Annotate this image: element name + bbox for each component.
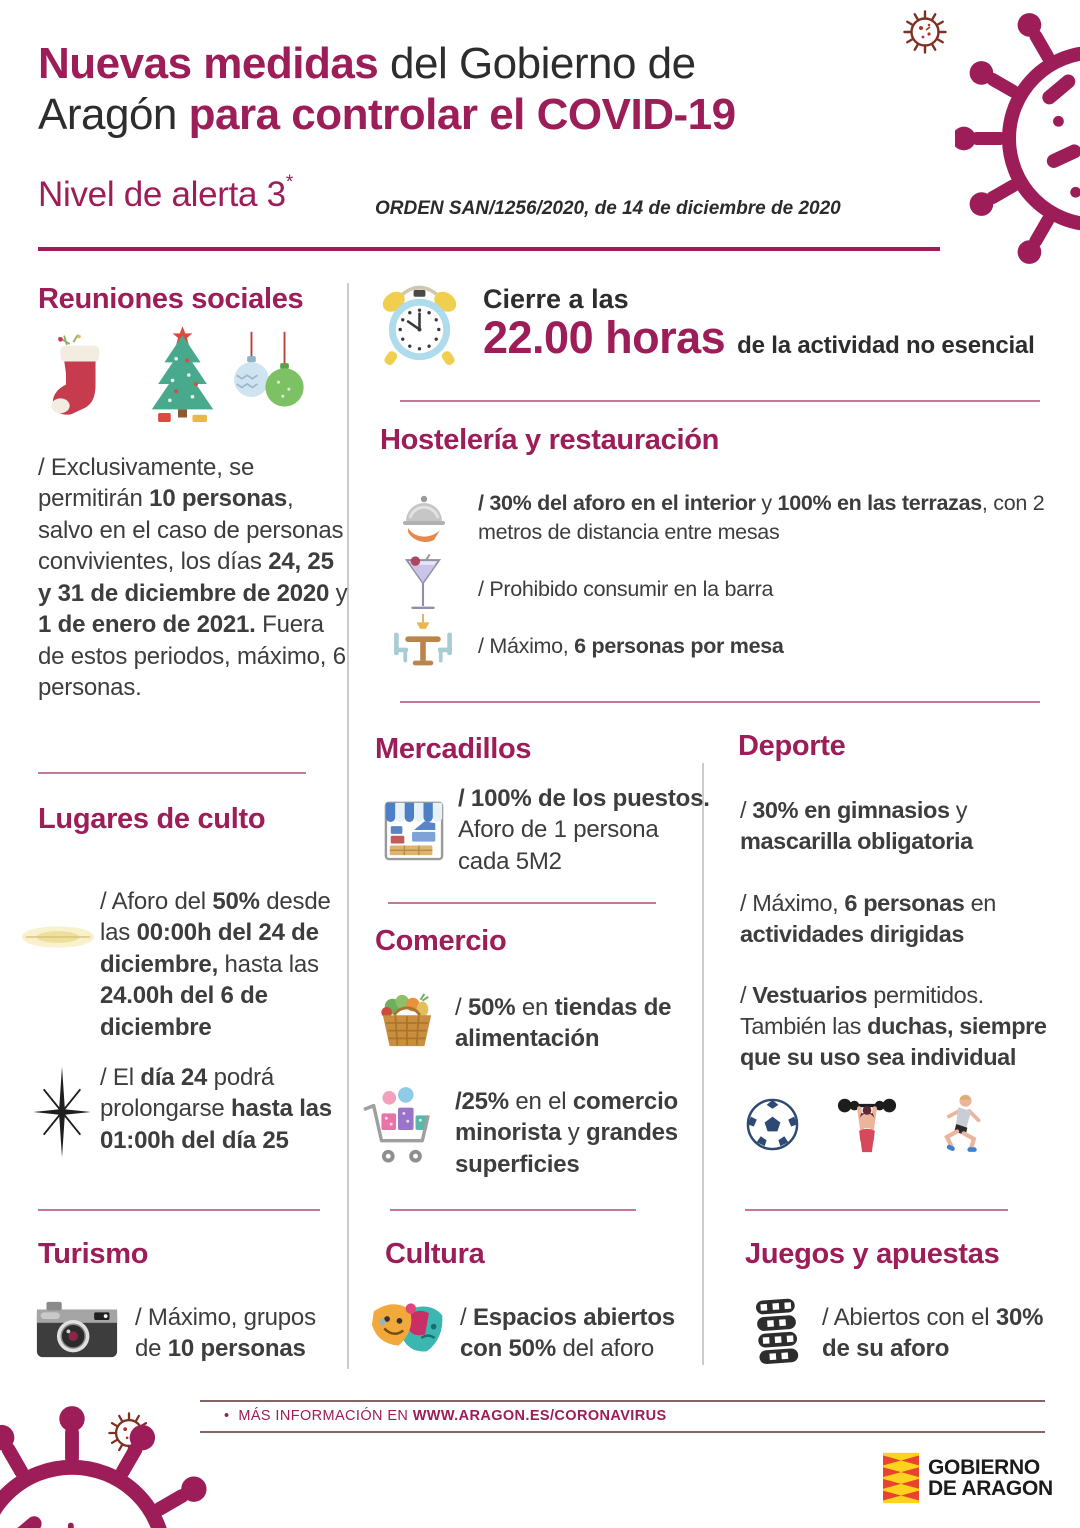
footer-rule-bottom <box>200 1431 1045 1433</box>
deporte-item-gimnasios: / 30% en gimnasios y mascarilla obligatoria <box>740 797 973 855</box>
weightlifter-icon <box>835 1090 899 1156</box>
juegos-divider <box>745 1209 1008 1211</box>
poker-chips-icon <box>750 1294 804 1366</box>
reuniones-body: / Exclusivamente, se permitirán 10 personas, salvo en el caso de personas convivientes, los días 24, 25 y 31 de diciembre de 2020 y 1 de enero de 2021. Fuera de estos periodos, máximo, 6 personas. <box>38 454 348 702</box>
header-divider <box>38 247 940 251</box>
aragon-flag-icon <box>883 1452 919 1504</box>
hosteleria-item-mesa: / Máximo, 6 personas por mesa <box>478 634 784 658</box>
theater-masks-icon <box>370 1296 446 1361</box>
gobierno-aragon-logo <box>883 1452 1053 1504</box>
hosteleria-item-aforo: / 30% del aforo en el interior y 100% en las terrazas, con 2 metros de distancia entre mesas <box>478 491 1045 545</box>
footer-info <box>224 1408 667 1424</box>
section-title-reuniones: Reuniones sociales <box>38 283 304 315</box>
footer-rule-top <box>200 1400 1045 1402</box>
market-stall-icon <box>383 795 445 863</box>
alarm-clock-icon <box>372 278 467 373</box>
soccer-ball-icon <box>745 1097 800 1152</box>
title-highlight-2: para controlar el COVID-19 <box>188 90 736 140</box>
sparkle-star-icon <box>28 1062 96 1162</box>
food-basket-icon <box>378 990 436 1052</box>
section-title-cultura: Cultura <box>385 1238 485 1270</box>
runner-icon <box>932 1092 986 1156</box>
closing-time: 22.00 horas <box>483 312 726 363</box>
logo-line2: DE ARAGON <box>928 1477 1053 1500</box>
deporte-item-actividades: / Máximo, 6 personas en actividades dirigidas <box>740 890 996 948</box>
title-highlight-1: Nuevas medidas <box>38 39 379 88</box>
banner-divider <box>400 400 1040 402</box>
section-title-juegos: Juegos y apuestas <box>745 1238 1000 1270</box>
camera-icon <box>35 1298 119 1361</box>
section-title-turismo: Turismo <box>38 1238 149 1270</box>
comercio-item-minorista: /25% en el comercio minorista y grandes superficies <box>455 1088 679 1178</box>
virus-icon <box>955 0 1080 289</box>
table-chairs-icon <box>392 614 454 670</box>
cloche-icon <box>398 490 450 542</box>
footer-info-url: WWW.ARAGON.ES/CORONAVIRUS <box>412 1408 667 1424</box>
juegos-body: / Abiertos con el 30% de su aforo <box>822 1304 1044 1363</box>
closing-banner-line1: Cierre a las <box>483 284 629 314</box>
section-title-lugares: Lugares de culto <box>38 803 266 835</box>
lugares-item-aforo: / Aforo del 50% desde las 00:00h del 24 de diciembre, hasta las 24.00h del 6 de diciembre <box>100 888 331 1041</box>
section-title-comercio: Comercio <box>375 925 507 957</box>
christmas-stocking-icon <box>42 330 114 428</box>
turismo-body: / Máximo, grupos de 10 personas <box>135 1304 316 1363</box>
shopping-cart-icon <box>362 1086 434 1170</box>
mercadillos-body: / 100% de los puestos. Aforo de 1 persona cada 5M2 <box>458 785 710 875</box>
virus-outline-icon <box>901 8 949 56</box>
closing-banner <box>483 312 1035 364</box>
title-regular-1: del Gobierno de <box>378 39 696 88</box>
closing-suffix: de la actividad no esencial <box>737 332 1035 359</box>
page-title <box>38 38 868 140</box>
section-title-deporte: Deporte <box>738 730 846 762</box>
column-divider-left <box>347 283 349 1369</box>
alert-level: Nivel de alerta 3* <box>38 172 293 214</box>
title-regular-2: Aragón <box>38 90 189 140</box>
christmas-tree-icon <box>140 322 225 428</box>
hosteleria-divider <box>400 701 1040 703</box>
section-title-hosteleria: Hostelería y restauración <box>380 424 720 456</box>
lugares-divider <box>38 772 306 774</box>
footer-info-prefix: MÁS INFORMACIÓN EN <box>238 1408 413 1424</box>
deporte-item-vestuarios: / Vestuarios permitidos. También las duchas, siempre que su uso sea individual <box>740 982 1047 1071</box>
turismo-divider <box>38 1209 320 1211</box>
logo-line1: GOBIERNO <box>928 1455 1040 1479</box>
section-title-mercadillos: Mercadillos <box>375 733 532 765</box>
footer-bullet: • <box>224 1408 230 1424</box>
alert-asterisk: * <box>285 172 293 193</box>
ornaments-icon <box>228 326 308 428</box>
logo-text <box>928 1457 1053 1500</box>
candle-glow-icon <box>20 915 96 959</box>
mercadillos-divider <box>388 902 656 904</box>
cultura-body: / Espacios abiertos con 50% del aforo <box>460 1304 675 1363</box>
hosteleria-item-barra: / Prohibido consumir en la barra <box>478 577 774 601</box>
order-reference: ORDEN SAN/1256/2020, de 14 de diciembre de 2020 <box>375 198 841 219</box>
cultura-divider <box>390 1209 636 1211</box>
lugares-item-dia24: / El día 24 podrá prolongarse hasta las 01:00h del día 25 <box>100 1064 332 1154</box>
cocktail-icon <box>402 552 444 616</box>
virus-icon <box>0 1398 222 1528</box>
comercio-item-alimentacion: / 50% en tiendas de alimentación <box>455 994 672 1053</box>
